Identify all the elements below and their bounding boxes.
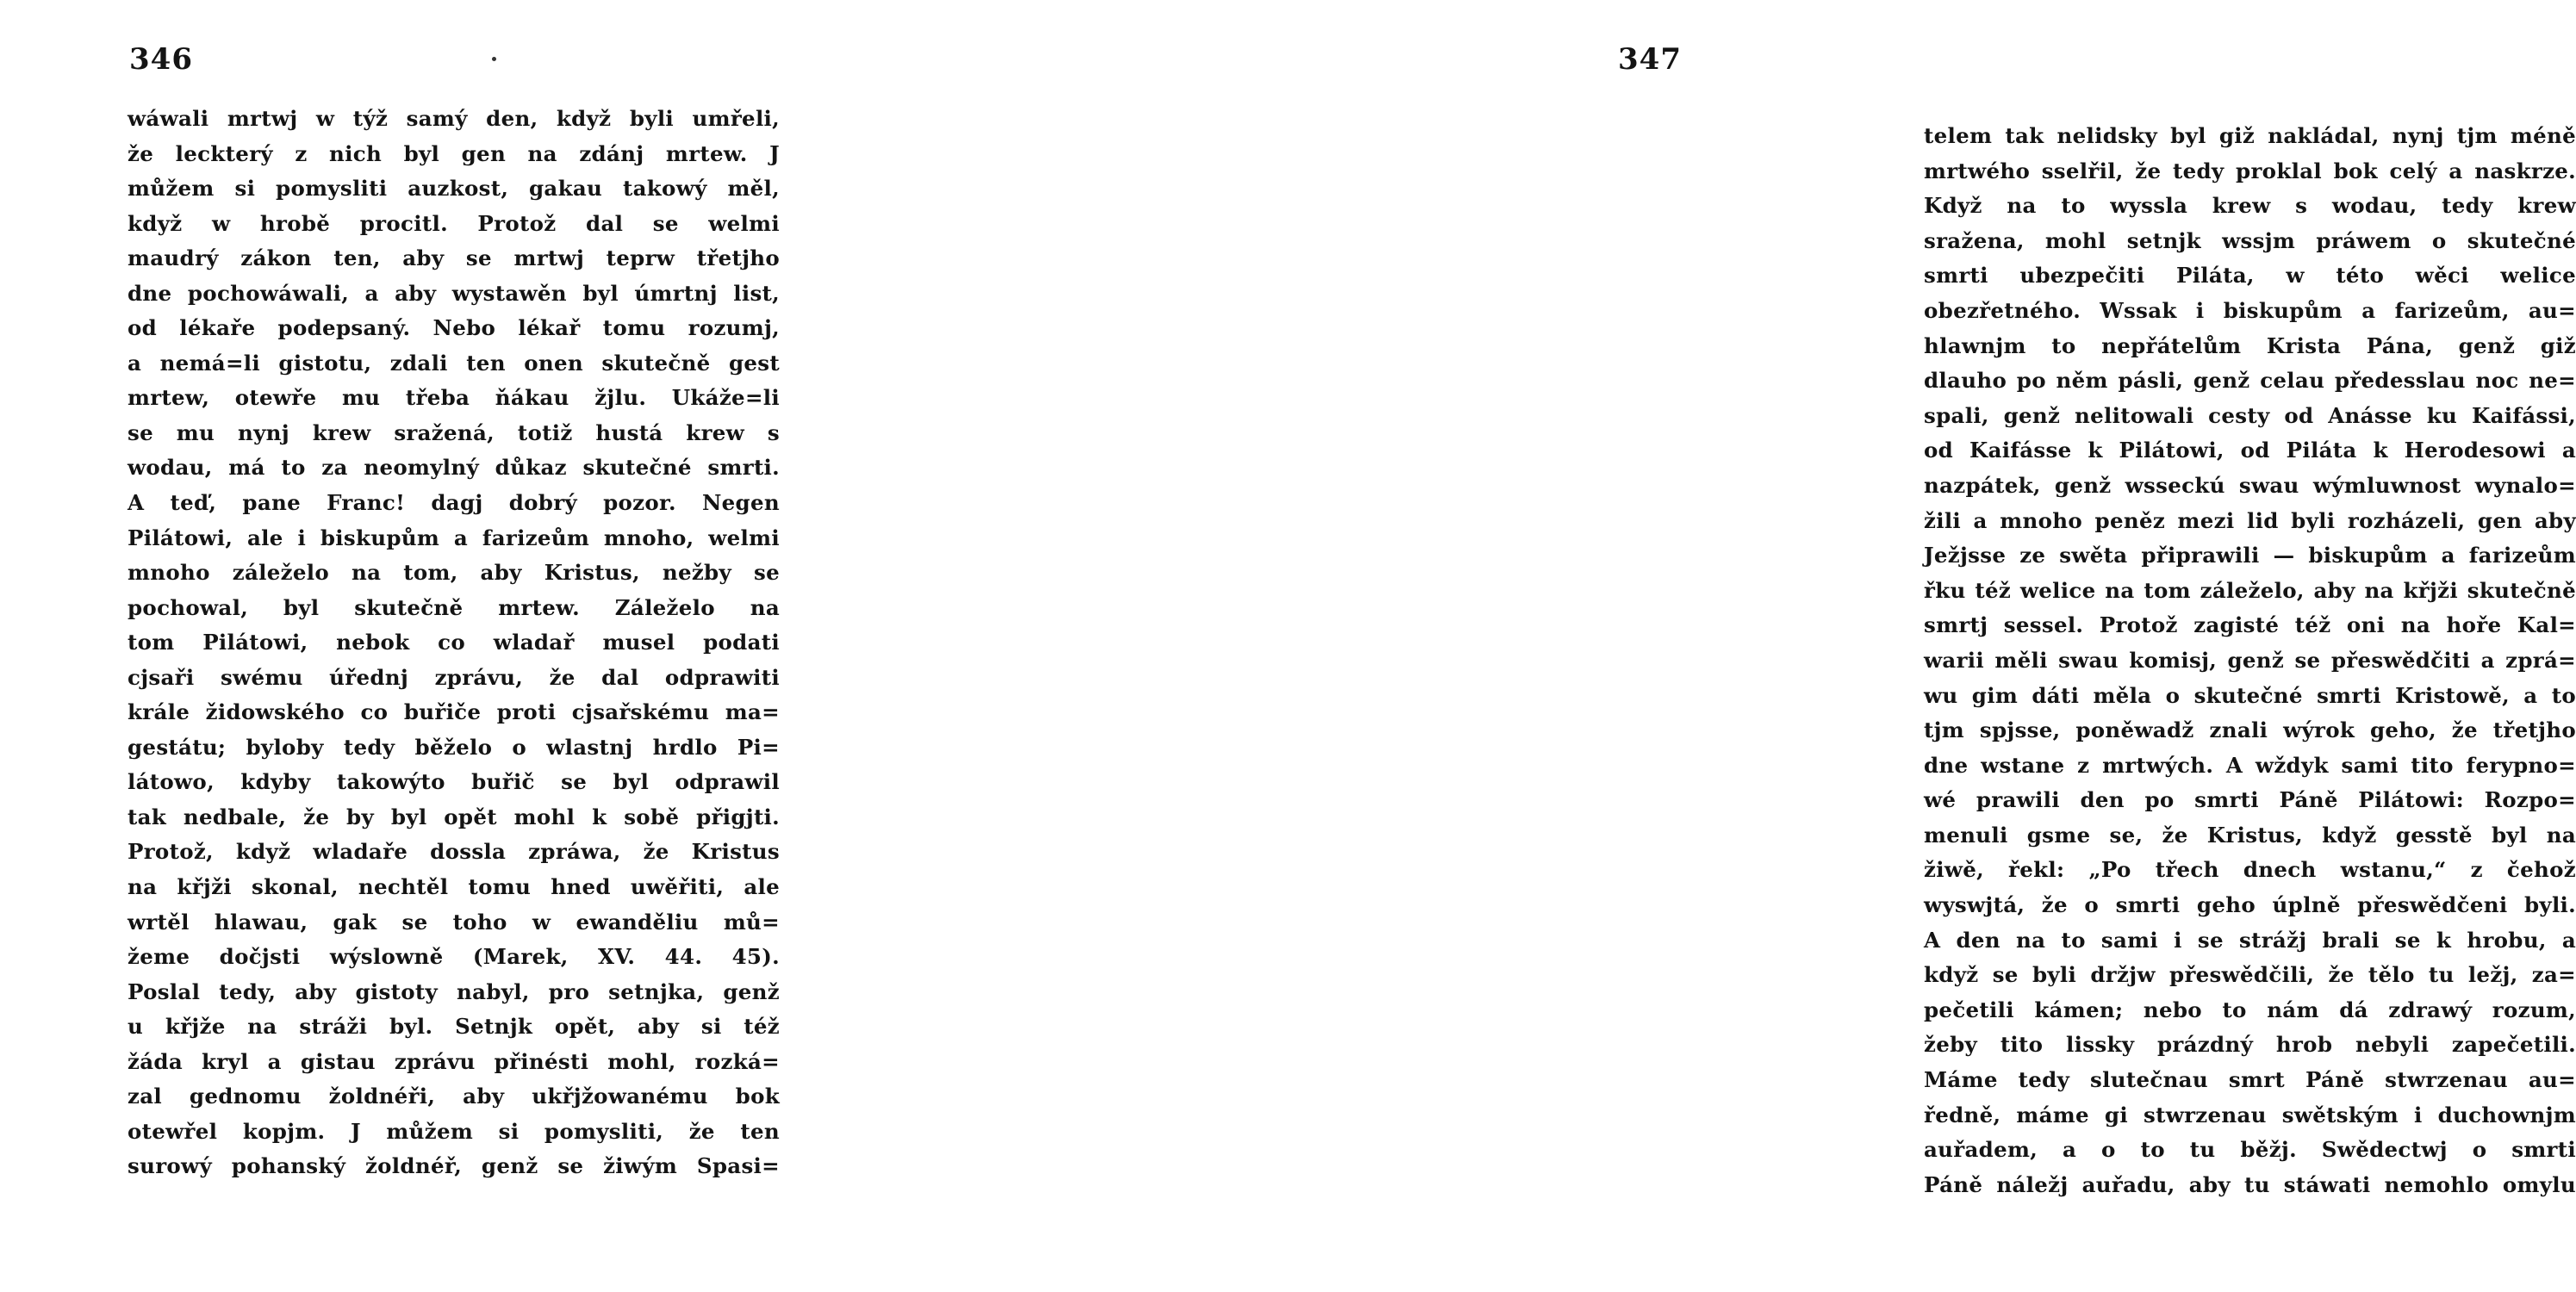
- text-line: od lékaře podepsaný. Nebo lékař tomu rozumj,: [128, 315, 780, 341]
- text-line: A teď, pane Franc! dagj dobrý pozor. Negen: [128, 490, 780, 516]
- text-line: u křjže na stráži byl. Setnjk opět, aby si též: [128, 1014, 780, 1040]
- text-line: Máme tedy slutečnau smrt Páně stwrzenau au=: [1924, 1067, 2576, 1093]
- text-line: warii měli swau komisj, genž se přeswědčiti a zprá=: [1924, 647, 2576, 673]
- text-line: Protož, když wladaře dossla zpráwa, že Kristus: [128, 839, 780, 865]
- text-line: látowo, kdyby takowýto buřič se byl odprawil: [128, 769, 780, 795]
- text-line: řku též welice na tom záleželo, aby na křjži skutečně: [1924, 577, 2576, 603]
- right-page: [899, 0, 2576, 1292]
- text-line: tak nedbale, že by byl opět mohl k sobě přigjti.: [128, 804, 780, 829]
- text-line: pochowal, byl skutečně mrtew. Záleželo na: [128, 594, 780, 620]
- text-line: wrtěl hlawau, gak se toho w ewanděliu mů=: [128, 909, 780, 935]
- text-line: když w hrobě procitl. Protož dal se welmi: [128, 210, 780, 236]
- text-line: maudrý zákon ten, aby se mrtwj teprw třetjho: [128, 245, 780, 271]
- text-line: zal gednomu žoldnéři, aby ukřjžowanému bok: [128, 1084, 780, 1109]
- text-line: wu gim dáti měla o skutečné smrti Kristowě, a to: [1924, 682, 2576, 708]
- text-line: můžem si pomysliti auzkost, gakau takowý měl,: [128, 176, 780, 202]
- text-line: že leckterý z nich byl gen na zdánj mrtew. J: [128, 140, 780, 166]
- text-line: krále židowského co buřiče proti cjsařskému ma=: [128, 699, 780, 725]
- page-number-left: 346: [129, 42, 193, 77]
- right-page-text: [1924, 119, 2576, 1202]
- page-mark-dot: [492, 57, 496, 61]
- text-line: se mu nynj krew sražená, totiž hustá krew s: [128, 419, 780, 445]
- text-line: mrtwého sselřil, že tedy proklal bok celý a naskrze.: [1924, 158, 2576, 183]
- text-line: pečetili kámen; nebo to nám dá zdrawý rozum,: [1924, 997, 2576, 1022]
- text-line: a nemá=li gistotu, zdali ten onen skutečně gest: [128, 350, 780, 376]
- text-line: Ježjsse ze swěta připrawili — biskupům a farizeům: [1924, 543, 2576, 568]
- text-line: když se byli držjw přeswědčili, že tělo tu ležj, za=: [1924, 962, 2576, 988]
- text-line: žáda kryl a gistau zprávu přinésti mohl, rozká=: [128, 1048, 780, 1074]
- text-line: dlauho po něm pásli, genž celau předesslau noc ne=: [1924, 368, 2576, 394]
- text-line: žili a mnoho peněz mezi lid byli rozházeli, gen aby: [1924, 507, 2576, 533]
- text-line: hlawnjm to nepřátelům Krista Pána, genž giž: [1924, 332, 2576, 358]
- text-line: Pilátowi, ale i biskupům a farizeům mnoho, welmi: [128, 525, 780, 550]
- text-line: menuli gsme se, že Kristus, když gesstě byl na: [1924, 822, 2576, 848]
- text-line: wé prawili den po smrti Páně Pilátowi: Rozpo=: [1924, 787, 2576, 813]
- text-line: smrtj sessel. Protož zagisté též oni na hoře Kal=: [1924, 612, 2576, 638]
- text-line: na křjži skonal, nechtěl tomu hned uwěřiti, ale: [128, 874, 780, 900]
- text-line: Poslal tedy, aby gistoty nabyl, pro setnjka, genž: [128, 978, 780, 1004]
- text-line: smrti ubezpečiti Piláta, w této wěci welice: [1924, 263, 2576, 289]
- left-page: [0, 0, 899, 1292]
- text-line: dne pochowáwali, a aby wystawěn byl úmrtnj list,: [128, 280, 780, 306]
- text-line: sražena, mohl setnjk wssjm práwem o skutečné: [1924, 227, 2576, 253]
- text-line: žiwě, řekl: „Po třech dnech wstanu,“ z čehož: [1924, 857, 2576, 883]
- text-line: spali, genž nelitowali cesty od Anásse ku Kaifássi,: [1924, 402, 2576, 428]
- text-line: mrtew, otewře mu třeba ňákau žjlu. Ukáže=li: [128, 385, 780, 411]
- text-line: tom Pilátowi, nebok co wladař musel podati: [128, 630, 780, 655]
- text-line: od Kaifásse k Pilátowi, od Piláta k Herodesowi a: [1924, 438, 2576, 463]
- text-line: tjm spjsse, poněwadž znali wýrok geho, že třetjho: [1924, 717, 2576, 743]
- text-line: wyswjtá, že o smrti geho úplně přeswědčeni byli.: [1924, 892, 2576, 918]
- text-line: Páně náležj auřadu, aby tu stáwati nemohlo omylu: [1924, 1171, 2576, 1197]
- text-line: nazpátek, genž wsseckú swau wýmluwnost wynalo=: [1924, 472, 2576, 498]
- text-line: mnoho záleželo na tom, aby Kristus, nežby se: [128, 560, 780, 586]
- text-line: telem tak nelidsky byl giž nakládal, nynj tjm méně: [1924, 123, 2576, 148]
- text-line: cjsaři swému úřednj zprávu, že dal odprawiti: [128, 664, 780, 690]
- text-line: otewřel kopjm. J můžem si pomysliti, že ten: [128, 1118, 780, 1144]
- text-line: žeby tito lissky prázdný hrob nebyli zapečetili.: [1924, 1032, 2576, 1058]
- text-line: auřadem, a o to tu běžj. Swědectwj o smrti: [1924, 1137, 2576, 1163]
- text-line: surowý pohanský žoldnéř, genž se žiwým Spasi=: [128, 1153, 780, 1179]
- left-page-text: [128, 102, 780, 1184]
- text-line: Když na to wyssla krew s wodau, tedy krew: [1924, 193, 2576, 219]
- text-line: wáwali mrtwj w týž samý den, když byli umřeli,: [128, 106, 780, 131]
- page-number-right: 347: [1618, 42, 1682, 77]
- text-line: žeme dočjsti wýslowně (Marek, XV. 44. 45).: [128, 944, 780, 970]
- text-line: obezřetného. Wssak i biskupům a farizeům, au=: [1924, 297, 2576, 323]
- text-line: wodau, má to za neomylný důkaz skutečné smrti.: [128, 455, 780, 481]
- text-line: A den na to sami i se strážj brali se k hrobu, a: [1924, 927, 2576, 953]
- text-line: ředně, máme gi stwrzenau swětským i duchownjm: [1924, 1102, 2576, 1127]
- text-line: gestátu; byloby tedy běželo o wlastnj hrdlo Pi=: [128, 734, 780, 760]
- text-line: dne wstane z mrtwých. A wždyk sami tito ferypno=: [1924, 752, 2576, 778]
